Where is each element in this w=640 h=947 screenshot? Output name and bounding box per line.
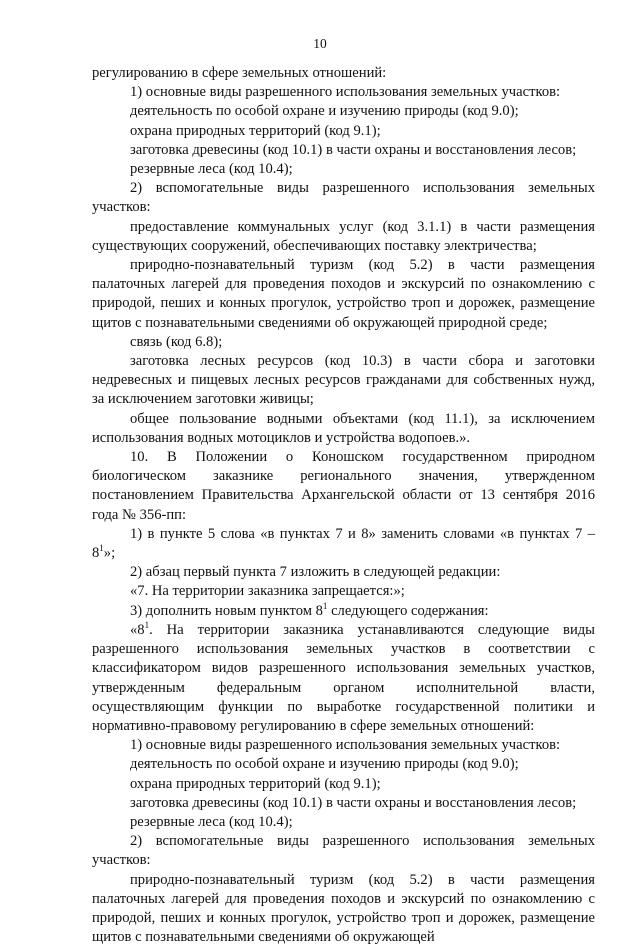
paragraph-text-continued: следующего содержания: [327, 602, 489, 619]
superscript: 1 [99, 543, 104, 554]
paragraph-text: природно-познавательный туризм (код 5.2) в части размещения палаточных лагерей для проведения походов и экскурсий по ознакомлению с природой, пеших и конных прогулок, устройство троп и дорожек, размещение щитов с познавательными сведениями об окружающей [92, 871, 595, 946]
paragraph-text: резервные леса (код 10.4); [130, 161, 293, 178]
paragraph [92, 775, 595, 794]
paragraph [92, 179, 595, 217]
superscript: 1 [322, 600, 328, 611]
paragraph [92, 621, 595, 736]
paragraph [92, 410, 595, 448]
paragraph [92, 563, 595, 582]
paragraph [92, 352, 595, 410]
paragraph [92, 218, 595, 256]
paragraph-text-continued: . На территории заказника устанавливаются следующие виды разрешенного использования земельных участков в соответствии с классификатором видов разрешенного использования земельных участков, утвержденным федеральным органом исполнительной власти, осуществляющим функции по выработке государственной политики и нормативно-правовому регулированию в сфере земельных отношений: [92, 621, 595, 734]
paragraph-text: 2) вспомогательные виды разрешенного использования земельных участков: [92, 833, 595, 869]
paragraph [92, 160, 595, 179]
paragraph [92, 525, 595, 563]
paragraph [92, 582, 595, 601]
paragraph-text: деятельность по особой охране и изучению природы (код 9.0); [130, 756, 519, 773]
paragraph-text: охрана природных территорий (код 9.1); [130, 775, 381, 792]
paragraph [92, 602, 595, 621]
superscript: 1 [144, 619, 150, 630]
paragraph-text: охрана природных территорий (код 9.1); [130, 122, 381, 139]
paragraph [92, 813, 595, 832]
paragraph-text: «7. На территории заказника запрещается:»; [130, 583, 405, 600]
paragraph [92, 832, 595, 870]
paragraph-text: резервные леса (код 10.4); [130, 813, 293, 830]
paragraph [92, 871, 595, 947]
paragraph [92, 794, 595, 813]
document-body [92, 64, 595, 947]
paragraph-text: «8 [130, 621, 145, 638]
paragraph [92, 102, 595, 121]
paragraph-text: деятельность по особой охране и изучению природы (код 9.0); [130, 103, 519, 120]
paragraph [92, 83, 595, 102]
paragraph-text: регулированию в сфере земельных отношений: [92, 65, 387, 81]
paragraph-text: 3) дополнить новым пунктом 8 [130, 602, 323, 619]
paragraph [92, 736, 595, 755]
paragraph-text: предоставление коммунальных услуг (код 3.1.1) в части размещения существующих сооружений, обеспечивающих поставку электричества; [92, 218, 595, 254]
paragraph-text: 1) основные виды разрешенного использования земельных участков: [130, 84, 561, 101]
paragraph [92, 64, 595, 83]
paragraph-text: заготовка древесины (код 10.1) в части охраны и восстановления лесов; [130, 794, 577, 811]
paragraph-text: природно-познавательный туризм (код 5.2) в части размещения палаточных лагерей для проведения походов и экскурсий по ознакомлению с природой, пеших и конных прогулок, устройство троп и дорожек, размещение щитов с познавательными сведениями об окружающей природной среде; [92, 257, 595, 331]
paragraph-text: заготовка древесины (код 10.1) в части охраны и восстановления лесов; [130, 141, 577, 158]
paragraph-text: заготовка лесных ресурсов (код 10.3) в части сбора и заготовки недревесных и пищевых лесных ресурсов гражданами для собственных нужд, за исключением заготовки живицы; [92, 353, 595, 408]
paragraph-text: 10. В Положении о Коношском государственном природном биологическом заказнике регионального значения, утвержденном постановлением Правительства Архангельской области от 13 сентября 2016 года № 356-пп: [92, 449, 595, 523]
page-number: 10 [313, 36, 327, 51]
paragraph-text: 1) в пункте 5 слова «в пунктах 7 и 8» заменить словами «в пунктах 7 – 8 [92, 525, 595, 562]
paragraph-text-continued: »; [103, 545, 116, 562]
paragraph [92, 122, 595, 141]
paragraph-text: связь (код 6.8); [130, 333, 223, 350]
paragraph-text: 2) вспомогательные виды разрешенного использования земельных участков: [92, 180, 595, 216]
paragraph [92, 333, 595, 352]
paragraph [92, 448, 595, 525]
paragraph-text: общее пользование водными объектами (код 11.1), за исключением использования водных мотоциклов и устройства водопоев.». [92, 410, 595, 446]
paragraph [92, 141, 595, 160]
paragraph [92, 755, 595, 774]
paragraph [92, 256, 595, 333]
paragraph-text: 1) основные виды разрешенного использования земельных участков: [130, 737, 561, 754]
paragraph-text: 2) абзац первый пункта 7 изложить в следующей редакции: [130, 564, 501, 581]
